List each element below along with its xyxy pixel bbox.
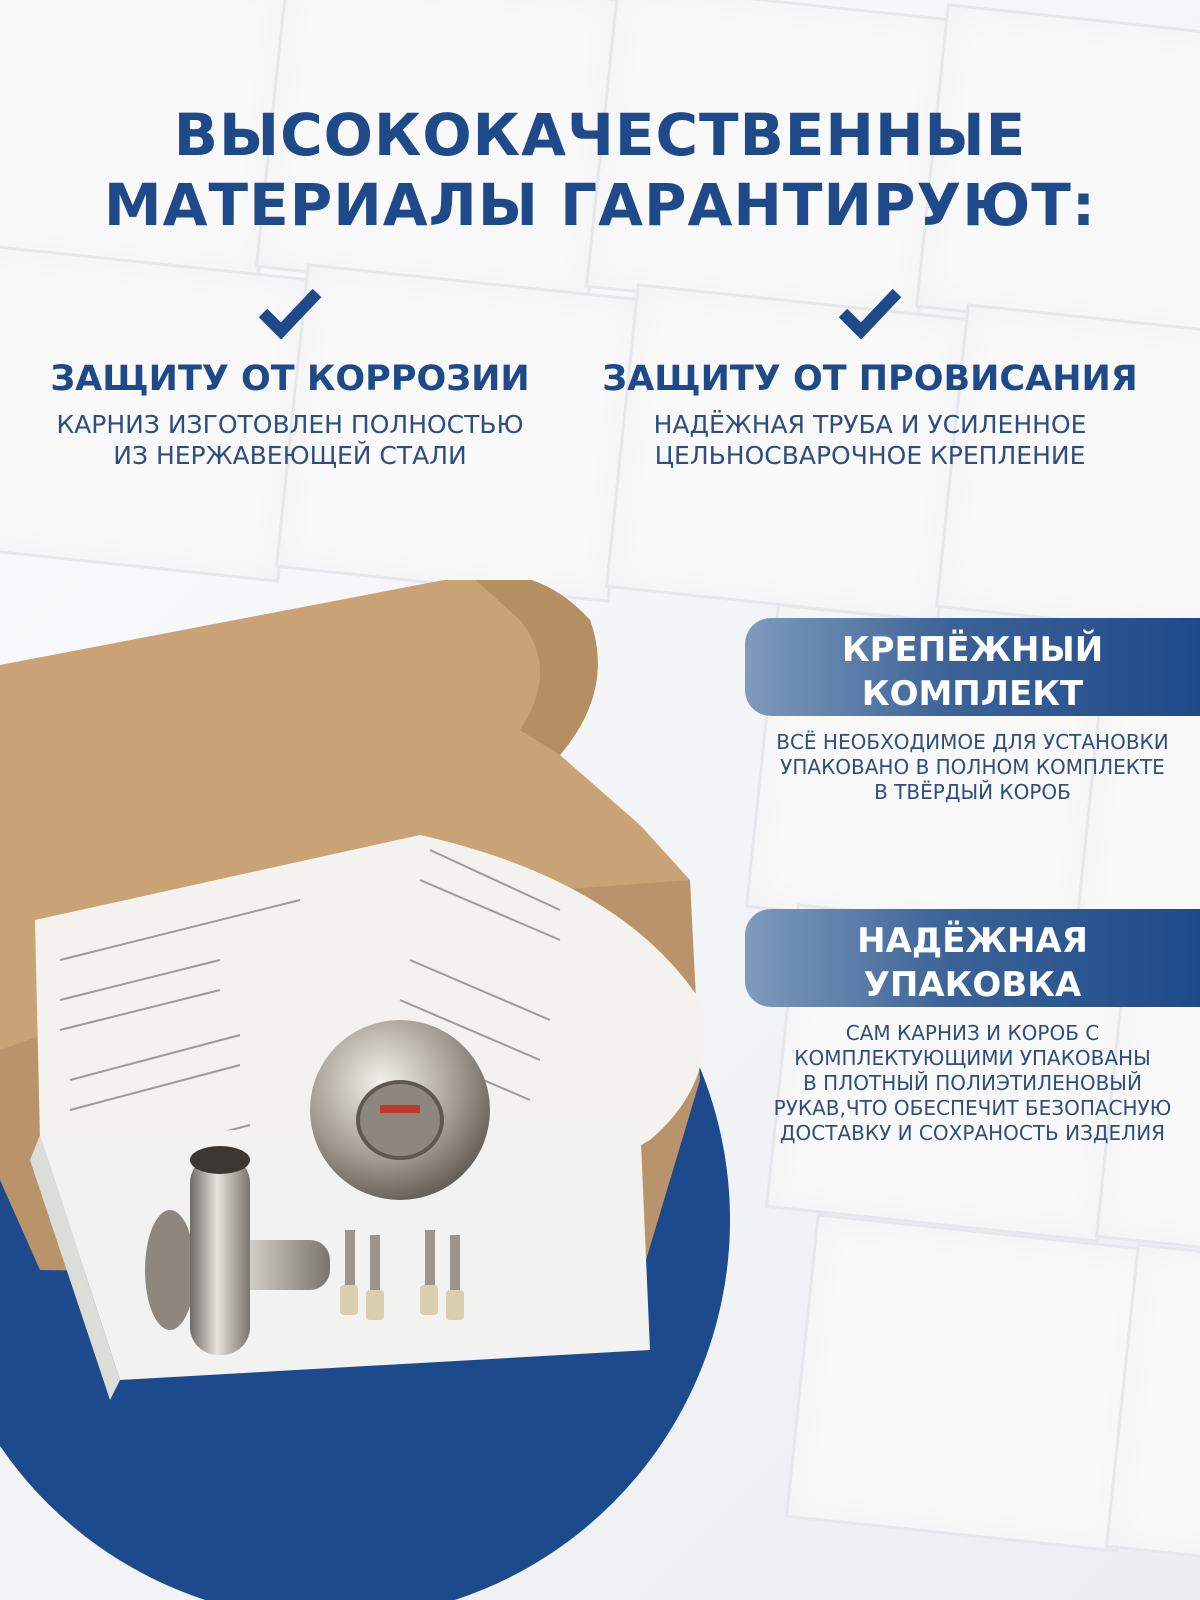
- benefit-title: ЗАЩИТУ ОТ ПРОВИСАНИЯ: [602, 359, 1138, 399]
- benefit-sagging: [590, 285, 1150, 471]
- feature-desc-line: РУКАВ,ЧТО ОБЕСПЕЧИТ БЕЗОПАСНУЮ: [773, 1096, 1172, 1120]
- feature-desc-line: УПАКОВАНО В ПОЛНОМ КОМПЛЕКТЕ: [780, 755, 1165, 779]
- checkmark-icon: [257, 285, 323, 339]
- benefit-title: ЗАЩИТУ ОТ КОРРОЗИИ: [50, 359, 530, 399]
- page-title: [0, 100, 1200, 240]
- feature-title-line1: КРЕПЁЖНЫЙ: [841, 630, 1104, 670]
- feature-desc-packaging: [745, 1021, 1200, 1146]
- benefit-text-line2: ИЗ НЕРЖАВЕЮЩЕЙ СТАЛИ: [113, 441, 467, 470]
- feature-title-line1: НАДЁЖНАЯ: [857, 921, 1088, 961]
- benefit-text-line2: ЦЕЛЬНОСВАРОЧНОЕ КРЕПЛЕНИЕ: [654, 441, 1086, 470]
- checkmark-icon: [837, 285, 903, 339]
- feature-desc-line: ВСЁ НЕОБХОДИМОЕ ДЛЯ УСТАНОВКИ: [776, 730, 1169, 754]
- feature-tag-packaging: [745, 909, 1200, 1007]
- feature-tag-mounting-kit: [745, 618, 1200, 716]
- page-title-line2: МАТЕРИАЛЫ ГАРАНТИРУЮТ:: [103, 171, 1097, 239]
- feature-desc-line: В ТВЁРДЫЙ КОРОБ: [874, 780, 1071, 804]
- feature-title-line2: КОМПЛЕКТ: [861, 674, 1084, 714]
- benefit-corrosion: [10, 285, 570, 471]
- feature-desc-line: КОМПЛЕКТУЮЩИМИ УПАКОВАНЫ: [794, 1046, 1151, 1070]
- product-box-photo: [0, 580, 740, 1600]
- vertical-pipe: [190, 1155, 250, 1355]
- benefit-text-line1: КАРНИЗ ИЗГОТОВЛЕН ПОЛНОСТЬЮ: [56, 410, 524, 439]
- benefit-text-line1: НАДЁЖНАЯ ТРУБА И УСИЛЕННОЕ: [653, 410, 1087, 439]
- feature-desc-line: САМ КАРНИЗ И КОРОБ С: [845, 1021, 1100, 1045]
- feature-desc-line: В ПЛОТНЫЙ ПОЛИЭТИЛЕНОВЫЙ: [803, 1071, 1142, 1095]
- feature-desc-mounting-kit: [745, 730, 1200, 805]
- feature-desc-line: ДОСТАВКУ И СОХРАНОСТЬ ИЗДЕЛИЯ: [779, 1121, 1166, 1145]
- feature-title-line2: УПАКОВКА: [863, 965, 1082, 1005]
- page-title-line1: ВЫСОКОКАЧЕСТВЕННЫЕ: [173, 101, 1027, 169]
